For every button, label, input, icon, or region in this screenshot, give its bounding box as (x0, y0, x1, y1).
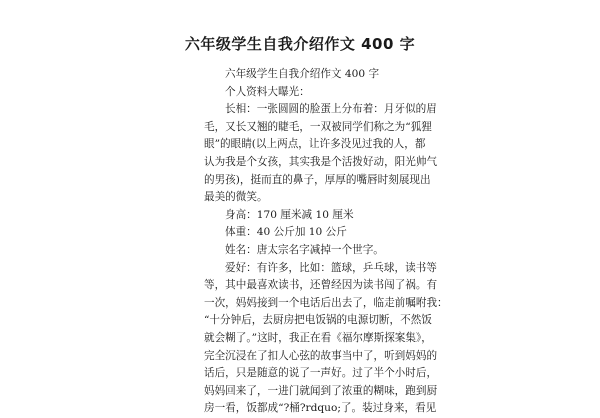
text-line: “十分钟后，去厨房把电饭锅的电源切断，不然饭 (204, 314, 432, 327)
text-line: 眼”的眼睛(以上两点，让许多没见过我的人，都 (204, 138, 426, 151)
text-line: 等，其中最喜欢读书，还曾经因为读书闯了祸。有 (204, 279, 438, 292)
text-line: 妈妈回来了，一进门就闻到了浓重的糊味，跑到厨 (204, 384, 438, 397)
text-line: 身高：170 厘米减 10 厘米 (225, 208, 354, 221)
text-line: 的男孩)，挺而直的鼻子，厚厚的嘴唇时刻展现出 (204, 173, 431, 186)
text-line: 爱好：有许多，比如：篮球，乒乓球，读书等 (225, 261, 437, 274)
text-line: 话后，只是随意的说了一声好。过了半个小时后， (204, 367, 438, 380)
text-line: 个人资料大曝光： (225, 85, 310, 98)
text-line: 就会糊了。”这时，我正在看《福尔摩斯探案集》， (204, 331, 432, 344)
text-line: 房一看，饭都成“?桶?rdquo;了。装过身来，看见 (204, 402, 437, 415)
text-line: 六年级学生自我介绍作文 400 字 (225, 68, 380, 80)
text-line: 毛，又长又翘的睫毛，一双被同学们称之为“狐狸 (204, 120, 432, 133)
text-line: 体重：40 公斤加 10 公斤 (225, 226, 347, 239)
text-line: 最美的微笑。 (204, 191, 268, 204)
text-line: 长相：一张圆圆的脸蛋上分布着：月牙似的眉 (225, 103, 437, 116)
text-line: 一次，妈妈接到一个电话后出去了，临走前嘱咐我： (204, 296, 448, 309)
text-line: 完全沉浸在了扣人心弦的故事当中了，听到妈妈的 (204, 349, 438, 362)
text-line: 认为我是个女孩，其实我是个活拨好动，阳光帅气 (204, 155, 438, 168)
text-line: 姓名：唐太宗名字减掉一个世字。 (225, 243, 384, 256)
document-body (204, 66, 448, 418)
document-title: 六年级学生自我介绍作文 400 字 (184, 35, 416, 53)
